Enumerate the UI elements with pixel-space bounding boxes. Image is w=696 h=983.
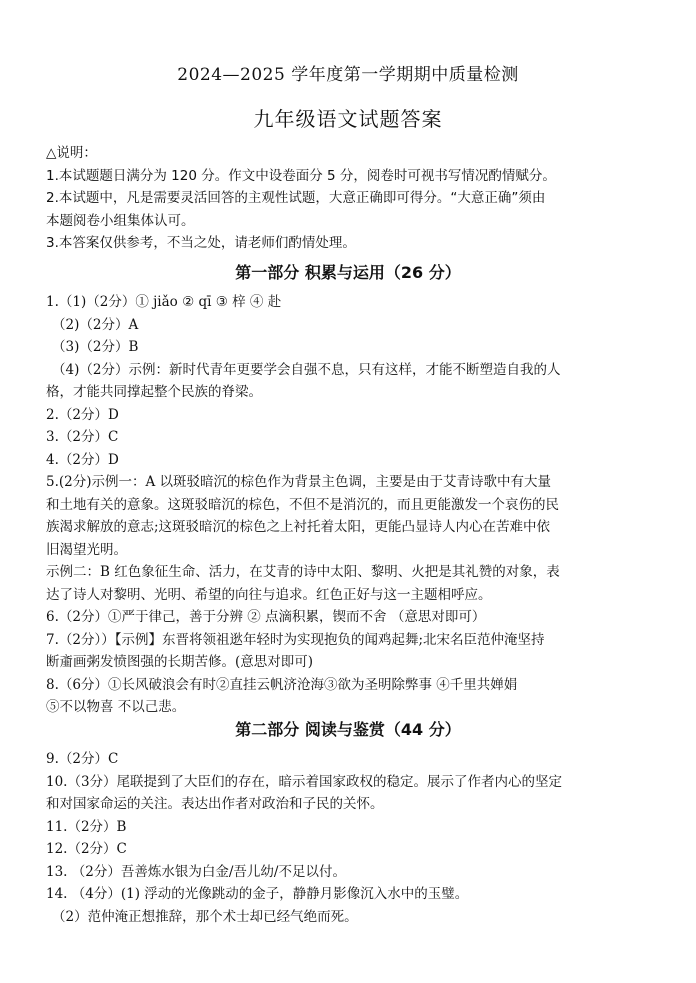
instruction-line: △说明： (46, 145, 97, 161)
section2-answers (46, 748, 652, 928)
answer-line: 11.（2分）B (46, 818, 127, 835)
section1-answers (46, 291, 652, 719)
instruction-line: 本题阅卷小组集体认可。 (46, 212, 195, 229)
answer-line: 格，才能共同撑起整个民族的脊梁。 (46, 384, 262, 400)
answer-line: ⑤不以物喜 不以己悲。 (46, 699, 186, 715)
answer-line: （2)（2分）A (52, 316, 139, 333)
answer-line: 4.（2分）D (46, 451, 119, 468)
section-heading-part2: 第二部分 阅读与鉴赏（44 分） (235, 720, 461, 739)
answer-line: 达了诗人对黎明、光明、希望的向往与追求。红色正好与这一主题相呼应。 (46, 586, 492, 603)
answer-line: 2.（2分）D (46, 406, 119, 423)
exam-title: 2024—2025 学年度第一学期期中质量检测 (177, 65, 519, 85)
answer-line: 14. （4分）(1) 浮动的光像跳动的金子，静静月影像沉入水中的玉璧。 (46, 886, 469, 902)
answer-line: 9.（2分）C (46, 751, 119, 767)
answer-line: 5.(2分)示例一：A 以斑驳暗沉的棕色作为背景主色调，主要是由于艾青诗歌中有大量 (46, 474, 552, 490)
answer-line: 族渴求解放的意志;这斑驳暗沉的棕色之上衬托着太阳，更能凸显诗人内心在苦难中依 (46, 519, 551, 535)
answer-line: 13. （2分）吾善炼水银为白金/吾儿幼/不足以付。 (46, 863, 346, 880)
instruction-line: 2.本试题中，凡是需要灵活回答的主观性试题，大意正确即可得分。“大意正确”须由 (46, 190, 546, 206)
answer-subtitle: 九年级语文试题答案 (253, 107, 443, 131)
answer-line: 8.（6分）①长风破浪会有时②直挂云帆济沧海③欲为圣明除弊事 ④千里共婵娟 (46, 676, 518, 693)
answer-line: 7.（2分））【示例】东晋将领祖逖年轻时为实现抱负的闻鸡起舞;北宋名臣范仲淹坚持 (46, 631, 545, 648)
answer-line: 断齑画粥发愤图强的长期苦修。(意思对即可) (46, 654, 314, 670)
answer-line: 6.（2分）①严于律己，善于分辨 ② 点滴积累，锲而不舍 （意思对即可） (46, 609, 486, 625)
answer-line: 和对国家命运的关注。表达出作者对政治和子民的关怀。 (46, 796, 384, 812)
answer-line: 12.（2分）C (46, 841, 127, 857)
answer-line: 3.（2分）C (46, 429, 119, 445)
instruction-line: 1.本试题题日满分为 120 分。作文中设卷面分 5 分，阅卷时可视书写情况酌情赋分。 (46, 167, 556, 184)
answer-line: （3)（2分）B (52, 339, 139, 355)
answer-line: （4)（2分）示例：新时代青年更要学会自强不息，只有这样，才能不断塑造自我的人 (52, 361, 561, 378)
instructions (46, 142, 656, 255)
answer-line: 10.（3分）尾联提到了大臣们的存在，暗示着国家政权的稳定。展示了作者内心的坚定 (46, 773, 563, 790)
answer-line: 1.（1)（2分）① jiǎo ② qī ③ 梓 ④ 赴 (46, 294, 282, 310)
answer-line: （2）范仲淹正想推辞，那个术士却已经气绝而死。 (52, 908, 358, 925)
instruction-line: 3.本答案仅供参考，不当之处，请老师们酌情处理。 (46, 235, 356, 251)
answer-line: 示例二：B 红色象征生命、活力，在艾青的诗中太阳、黎明、火把是其礼赞的对象，表 (46, 564, 560, 580)
answer-line: 旧渴望光明。 (46, 541, 127, 558)
answer-line: 和土地有关的意象。这斑驳暗沉的棕色，不但不是消沉的，而且更能激发一个哀伤的民 (46, 496, 559, 513)
section-heading-part1: 第一部分 积累与运用（26 分） (235, 263, 461, 282)
